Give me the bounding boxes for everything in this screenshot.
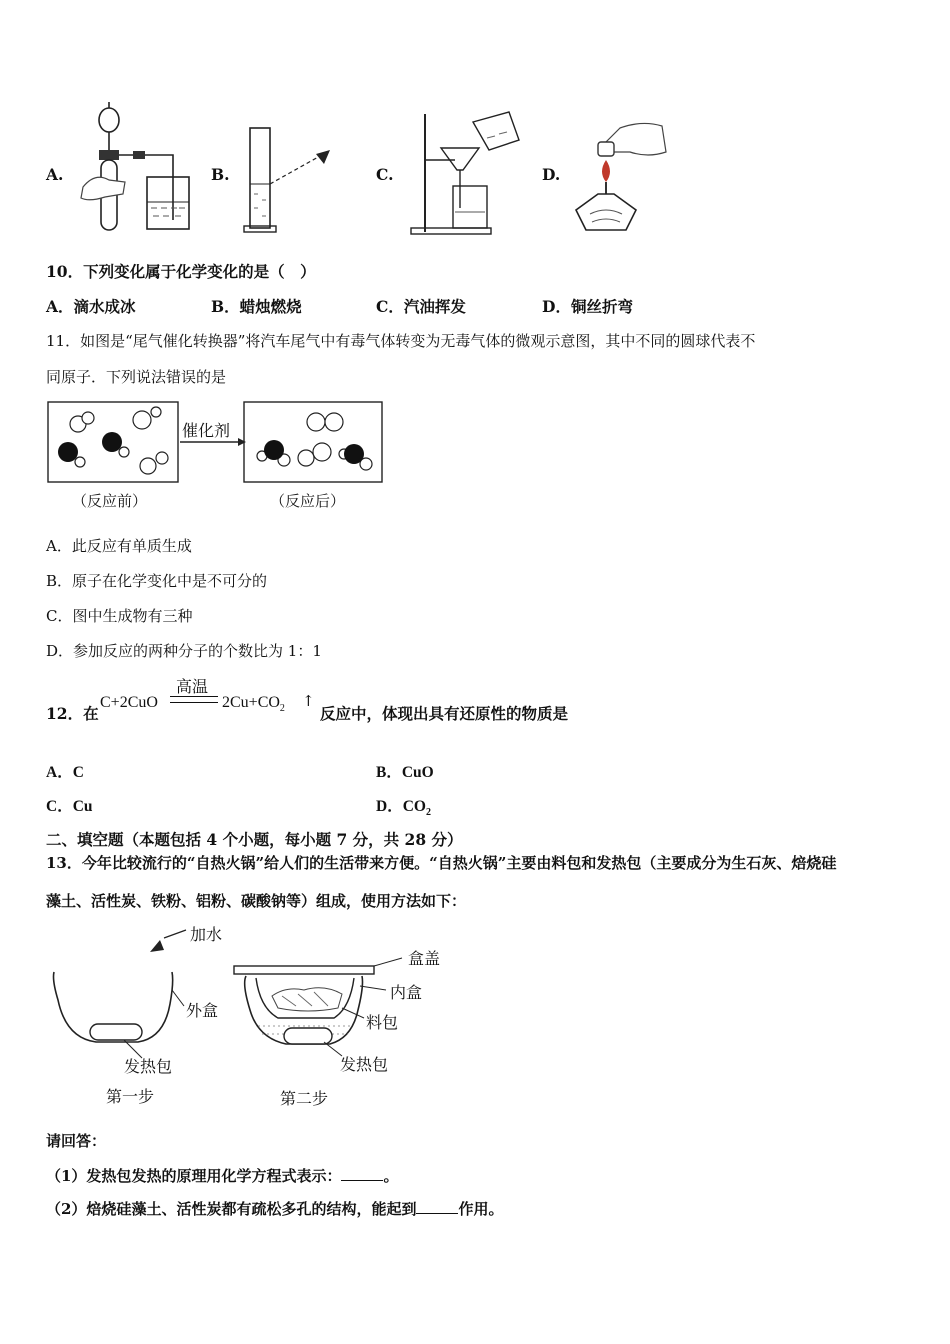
heating-pack-step2 bbox=[284, 1028, 332, 1044]
q12-option-c: C．Cu bbox=[46, 798, 93, 815]
outer-box-label: 外盒 bbox=[186, 1001, 219, 1020]
after-reaction-label: （反应后） bbox=[270, 492, 346, 510]
food-pack-shape bbox=[272, 988, 342, 1011]
q12-number: 12．在 bbox=[46, 704, 99, 723]
airtightness-check-illustration bbox=[75, 102, 195, 237]
q10-option-b: B．蜡烛燃烧 bbox=[211, 297, 302, 316]
heating-pack-step1 bbox=[90, 1024, 142, 1040]
step2-label: 第二步 bbox=[280, 1089, 329, 1108]
cylinder-reading-illustration bbox=[240, 124, 340, 236]
q13-sub1 bbox=[46, 1165, 398, 1186]
filtration-illustration bbox=[405, 108, 530, 236]
q9-option-a-label: A. bbox=[46, 165, 64, 184]
lid-label: 盒盖 bbox=[408, 949, 441, 968]
q12-option-a: A．C bbox=[46, 764, 84, 781]
q10-option-d: D．铜丝折弯 bbox=[542, 297, 633, 316]
lid-shape bbox=[234, 966, 374, 974]
q13-sub1-blank[interactable] bbox=[341, 1166, 383, 1181]
self-heating-hotpot-diagram bbox=[46, 920, 466, 1115]
q13-sub1-text: （1）发热包发热的原理用化学方程式表示： bbox=[46, 1167, 342, 1185]
q10-option-c: C．汽油挥发 bbox=[376, 297, 466, 316]
q12-option-d-subscript: 2 bbox=[425, 807, 431, 819]
q13-sub2-blank[interactable] bbox=[416, 1199, 458, 1214]
alcohol-lamp-illustration bbox=[570, 118, 670, 238]
q13-sub1-end: 。 bbox=[383, 1167, 399, 1185]
q11-stem-line1: 11．如图是“尾气催化转换器”将汽车尾气中有毒气体转变为无毒气体的微观示意图，其中不同的圆球代表不 bbox=[46, 332, 756, 350]
q13-answer-prompt: 请回答： bbox=[46, 1132, 107, 1150]
q13-sub2-text: （2）焙烧硅藻土、活性炭都有疏松多孔的结构，能起到 bbox=[46, 1200, 417, 1218]
catalytic-converter-diagram bbox=[46, 398, 386, 518]
q11-option-a: A．此反应有单质生成 bbox=[46, 537, 192, 555]
q12-equals-sign bbox=[170, 696, 218, 703]
q9-option-b-label: B. bbox=[211, 165, 230, 184]
catalyst-label: 催化剂 bbox=[182, 421, 231, 440]
inner-box-shape bbox=[256, 978, 354, 1018]
q13-sub2 bbox=[46, 1198, 503, 1219]
q12-condition: 高温 bbox=[176, 677, 209, 696]
q12-subscript: 2 bbox=[279, 703, 285, 715]
q12-stem-tail: 反应中，体现出具有还原性的物质是 bbox=[320, 704, 569, 723]
q11-option-b: B．原子在化学变化中是不可分的 bbox=[46, 572, 268, 590]
q9-option-d-label: D. bbox=[542, 165, 561, 184]
q12-gas-arrow: ↑ bbox=[302, 692, 315, 710]
q10-stem: 10．下列变化属于化学变化的是（ ） bbox=[46, 262, 316, 281]
q12-equation-right: 2Cu+CO bbox=[222, 694, 280, 711]
section2-heading: 二、填空题（本题包括 4 个小题，每小题 7 分，共 28 分） bbox=[46, 830, 463, 849]
heating-pack-label-2: 发热包 bbox=[340, 1055, 389, 1074]
q11-stem-line2: 同原子．下列说法错误的是 bbox=[46, 368, 227, 386]
q11-option-d: D．参加反应的两种分子的个数比为 1：1 bbox=[46, 642, 322, 660]
q10-option-a: A．滴水成冰 bbox=[46, 297, 136, 316]
q9-option-c-label: C. bbox=[376, 165, 394, 184]
step1-label: 第一步 bbox=[106, 1087, 155, 1106]
q11-option-c: C．图中生成物有三种 bbox=[46, 607, 193, 625]
add-water-label: 加水 bbox=[190, 925, 223, 944]
inner-box-label: 内盒 bbox=[390, 983, 423, 1002]
food-pack-label: 料包 bbox=[366, 1013, 399, 1032]
q13-stem-line1: 13．今年比较流行的“自热火锅”给人们的生活带来方便。“自热火锅”主要由料包和发热包（主要成分为生石灰、焙烧硅 bbox=[46, 854, 837, 872]
heating-pack-label-1: 发热包 bbox=[124, 1057, 173, 1076]
q12-equation-left: C+2CuO bbox=[100, 694, 158, 711]
q12-option-b: B．CuO bbox=[376, 764, 434, 781]
q13-sub2-end: 作用。 bbox=[458, 1200, 504, 1218]
q12-option-d: D．CO bbox=[376, 798, 426, 815]
before-reaction-label: （反应前） bbox=[72, 492, 148, 510]
q13-stem-line2: 藻土、活性炭、铁粉、铝粉、碳酸钠等）组成，使用方法如下： bbox=[46, 892, 467, 910]
